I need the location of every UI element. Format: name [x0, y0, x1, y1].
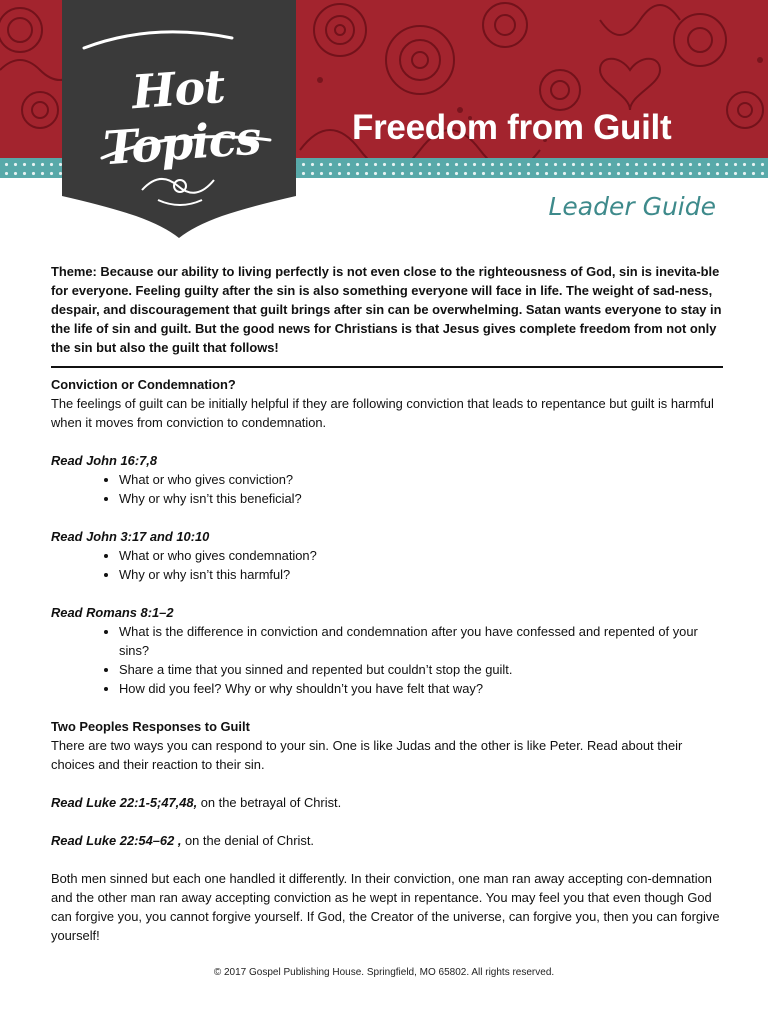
leader-guide-subtitle: Leader Guide: [548, 192, 716, 221]
question-list: [51, 546, 723, 584]
section-intro: The feelings of guilt can be initially helpful if they are following conviction that leads to repentance but guilt is harmful when it moves from conviction to condemnation.: [51, 396, 714, 430]
question-item: • Share a time that you sinned and repented but couldn’t stop the guilt.: [119, 660, 723, 679]
question-item: • How did you feel? Why or why shouldn’t you have felt that way?: [119, 679, 723, 698]
reading-note: on the denial of Christ.: [181, 833, 314, 848]
scripture-reference: Read Romans 8:1–2: [51, 605, 174, 620]
hot-topics-logo: Hot Topics: [101, 58, 263, 176]
question-item: • What is the difference in conviction and condemnation after you have confessed and repented of your sins?: [119, 622, 723, 660]
page-title: Freedom from Guilt: [352, 108, 672, 147]
reading-line: [51, 831, 723, 850]
divider: [51, 366, 723, 368]
reading-note: on the betrayal of Christ.: [197, 795, 342, 810]
question-list: [51, 622, 723, 698]
question-item: • What or who gives condemnation?: [119, 546, 723, 565]
section-intro: There are two ways you can respond to your sin. One is like Judas and the other is like Peter. Read about their choices and their reaction to their sin.: [51, 738, 683, 772]
reading-line: [51, 793, 723, 812]
section-heading: Conviction or Condemnation?: [51, 377, 236, 392]
section-heading: Two Peoples Responses to Guilt: [51, 719, 250, 734]
question-item: • What or who gives conviction?: [119, 470, 723, 489]
theme-paragraph: Theme: Because our ability to living perfectly is not even close to the righteousness of God, sin is inevita-ble for everyone. Feeling guilty after the sin is also something everyone will face in life. The weight of sad-ness, despair, and discouragement that guilt brings after sin can be overwhelming. Satan wants everyone to stay in the life of sin and guilt. But the good news for Christians is that Jesus gives complete freedom from not only the sin but also the guilt that follows!: [51, 264, 722, 355]
scripture-reference: Read Luke 22:1-5;47,48,: [51, 795, 198, 810]
question-item: • Why or why isn’t this harmful?: [119, 565, 723, 584]
closing-paragraph: Both men sinned but each one handled it differently. In their conviction, one man ran away accepting con-demnation and the other man ran away accepting conviction as he wept in repentance. You may feel you that even though God can forgive you, you cannot forgive yourself. If God, the Creator of the universe, can forgive you, then you can forgive yourself!: [51, 871, 720, 943]
question-item: • Why or why isn’t this beneficial?: [119, 489, 723, 508]
scripture-reference: Read John 3:17 and 10:10: [51, 529, 210, 544]
scripture-reference: Read Luke 22:54–62 ,: [51, 833, 182, 848]
document-body: [51, 262, 723, 945]
question-list: [51, 470, 723, 508]
copyright-footer: © 2017 Gospel Publishing House. Springfield, MO 65802. All rights reserved.: [213, 967, 555, 978]
scripture-reference: Read John 16:7,8: [51, 453, 158, 468]
